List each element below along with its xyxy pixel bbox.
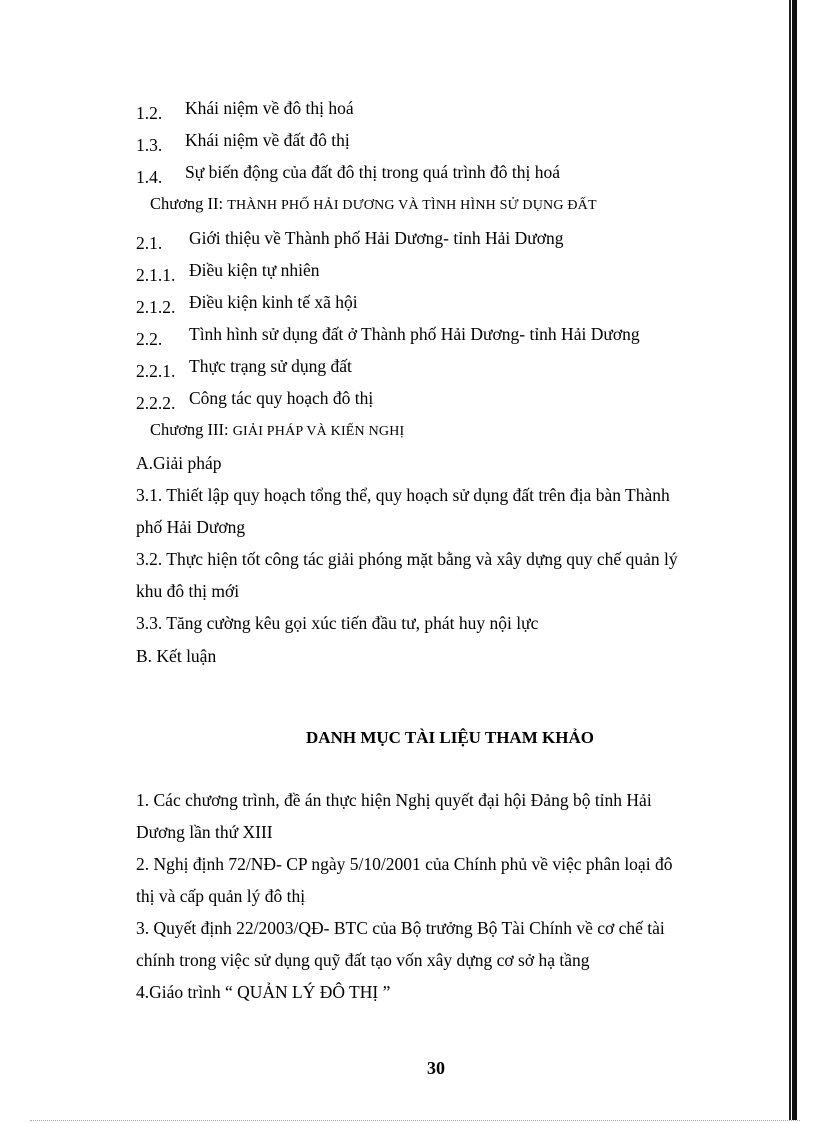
references-heading: DANH MỤC TÀI LIỆU THAM KHẢO — [306, 728, 594, 747]
toc-item-number: 2.1.2. — [136, 297, 176, 317]
toc-item-text: Công tác quy hoạch đô thị — [189, 388, 374, 408]
toc-item-text: Sự biến động của đất đô thị trong quá trình đô thị hoá — [185, 162, 560, 182]
reference-item-4: 4.Giáo trình “ QUẢN LÝ ĐÔ THỊ ” — [136, 982, 391, 1002]
toc-item-text: Điều kiện kinh tế xã hội — [189, 292, 358, 312]
toc-item-text: Thực trạng sử dụng đất — [189, 356, 352, 376]
reference-item-1-line2: Dương lần thứ XIII — [136, 822, 273, 842]
chapter-label: Chương II: — [150, 194, 224, 213]
chapter-title: THÀNH PHỐ HẢI DƯƠNG VÀ TÌNH HÌNH SỬ DỤNG ĐẤT — [227, 198, 597, 213]
toc-item-3-2-line1: 3.2. Thực hiện tốt công tác giải phóng mặt bằng và xây dựng quy chế quản lý — [136, 549, 678, 569]
page-border-right — [789, 0, 797, 1120]
chapter-label: Chương III: — [150, 420, 229, 439]
toc-item-text: Điều kiện tự nhiên — [189, 260, 320, 280]
toc-item-text: Khái niệm về đất đô thị — [185, 130, 350, 150]
toc-item-3-1-line2: phố Hải Dương — [136, 517, 246, 537]
reference-item-3-line2: chính trong việc sử dụng quỹ đất tạo vốn xây dựng cơ sở hạ tầng — [136, 950, 590, 970]
toc-item-text: Tình hình sử dụng đất ở Thành phố Hải Dương- tỉnh Hải Dương — [189, 324, 640, 344]
toc-item-number: 1.2. — [136, 103, 163, 123]
toc-item-3-3: 3.3. Tăng cường kêu gọi xúc tiến đầu tư, phát huy nội lực — [136, 613, 539, 633]
toc-item-3-1-line1: 3.1. Thiết lập quy hoạch tổng thể, quy hoạch sử dụng đất trên địa bàn Thành — [136, 485, 670, 505]
page-border-bottom — [30, 1120, 800, 1121]
toc-item-number: 1.3. — [136, 135, 163, 155]
toc-item-number: 2.2. — [136, 329, 163, 349]
toc-item-number: 2.2.2. — [136, 393, 176, 413]
toc-item-text: Giới thiệu về Thành phố Hải Dương- tỉnh Hải Dương — [189, 228, 564, 248]
toc-section-b: B. Kết luận — [136, 646, 217, 666]
toc-item-number: 2.2.1. — [136, 361, 176, 381]
chapter-heading — [150, 194, 597, 214]
reference-item-3-line1: 3. Quyết định 22/2003/QĐ- BTC của Bộ trưởng Bộ Tài Chính về cơ chế tài — [136, 918, 665, 938]
reference-item-2-line2: thị và cấp quản lý đô thị — [136, 886, 306, 906]
toc-section-a: A.Giải pháp — [136, 453, 222, 473]
toc-item-text: Khái niệm về đô thị hoá — [185, 98, 354, 118]
toc-item-3-2-line2: khu đô thị mới — [136, 581, 240, 601]
chapter-heading — [150, 420, 404, 440]
toc-item-number: 1.4. — [136, 167, 163, 187]
reference-item-1-line1: 1. Các chương trình, đề án thực hiện Nghị quyết đại hội Đảng bộ tỉnh Hải — [136, 790, 652, 810]
toc-item-number: 2.1.1. — [136, 265, 176, 285]
reference-item-2-line1: 2. Nghị định 72/NĐ- CP ngày 5/10/2001 của Chính phủ về việc phân loại đô — [136, 854, 673, 874]
toc-item-number: 2.1. — [136, 233, 163, 253]
page-number: 30 — [427, 1058, 445, 1078]
chapter-title: GIẢI PHÁP VÀ KIẾN NGHỊ — [232, 424, 405, 439]
